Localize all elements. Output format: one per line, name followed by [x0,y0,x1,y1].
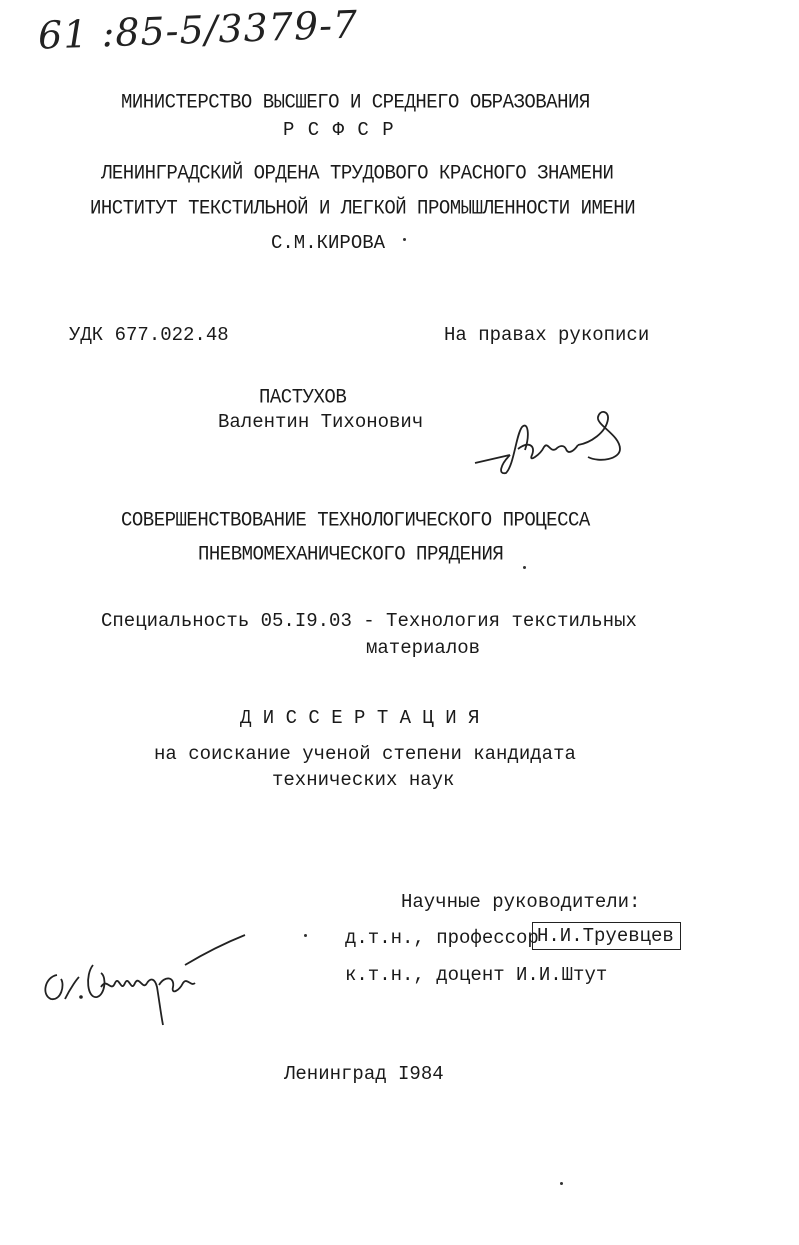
manuscript-rights: На правах рукописи [444,324,650,346]
degree-line-2: технических наук [272,769,455,791]
author-surname: ПАСТУХОВ [259,385,347,409]
supervisor-1-title: д.т.н., профессор [345,927,539,949]
institute-line-2: ИНСТИТУТ ТЕКСТИЛЬНОЙ И ЛЕГКОЙ ПРОМЫШЛЕННОСТИ ИМЕНИ [90,196,636,220]
supervisor-1-name: Н.И.Труевцев [532,922,681,950]
author-signature [470,405,640,480]
republic-line: Р С Ф С Р [283,119,395,141]
handwritten-archive-number: 61 :85-5/3379-7 [37,2,359,58]
specialty-line-1: Специальность 05.I9.03 - Технология текстильных [101,610,637,632]
institute-line-1: ЛЕНИНГРАДСКИЙ ОРДЕНА ТРУДОВОГО КРАСНОГО ЗНАМЕНИ [101,161,614,185]
supervisor-2-line: к.т.н., доцент И.И.Штут [345,964,608,986]
supervisors-heading: Научные руководители: [401,891,641,913]
scan-speck [304,934,307,937]
supervisor-signature [35,935,250,1030]
scan-speck [523,566,526,569]
city-year: Ленинград I984 [284,1063,444,1085]
dissertation-title-line-1: СОВЕРШЕНСТВОВАНИЕ ТЕХНОЛОГИЧЕСКОГО ПРОЦЕССА [121,508,590,532]
author-name: Валентин Тихонович [218,411,424,433]
institute-line-3: С.М.КИРОВА [271,232,386,254]
degree-line-1: на соискание ученой степени кандидата [154,743,576,765]
dissertation-heading: Д И С С Е Р Т А Ц И Я [240,707,480,729]
scan-speck [403,238,406,241]
ministry-line: МИНИСТЕРСТВО ВЫСШЕГО И СРЕДНЕГО ОБРАЗОВАНИЯ [121,90,590,114]
specialty-line-2: материалов [366,637,481,659]
scan-speck [560,1182,563,1185]
dissertation-title-line-2: ПНЕВМОМЕХАНИЧЕСКОГО ПРЯДЕНИЯ [198,542,504,566]
udk-code: УДК 677.022.48 [69,324,229,346]
